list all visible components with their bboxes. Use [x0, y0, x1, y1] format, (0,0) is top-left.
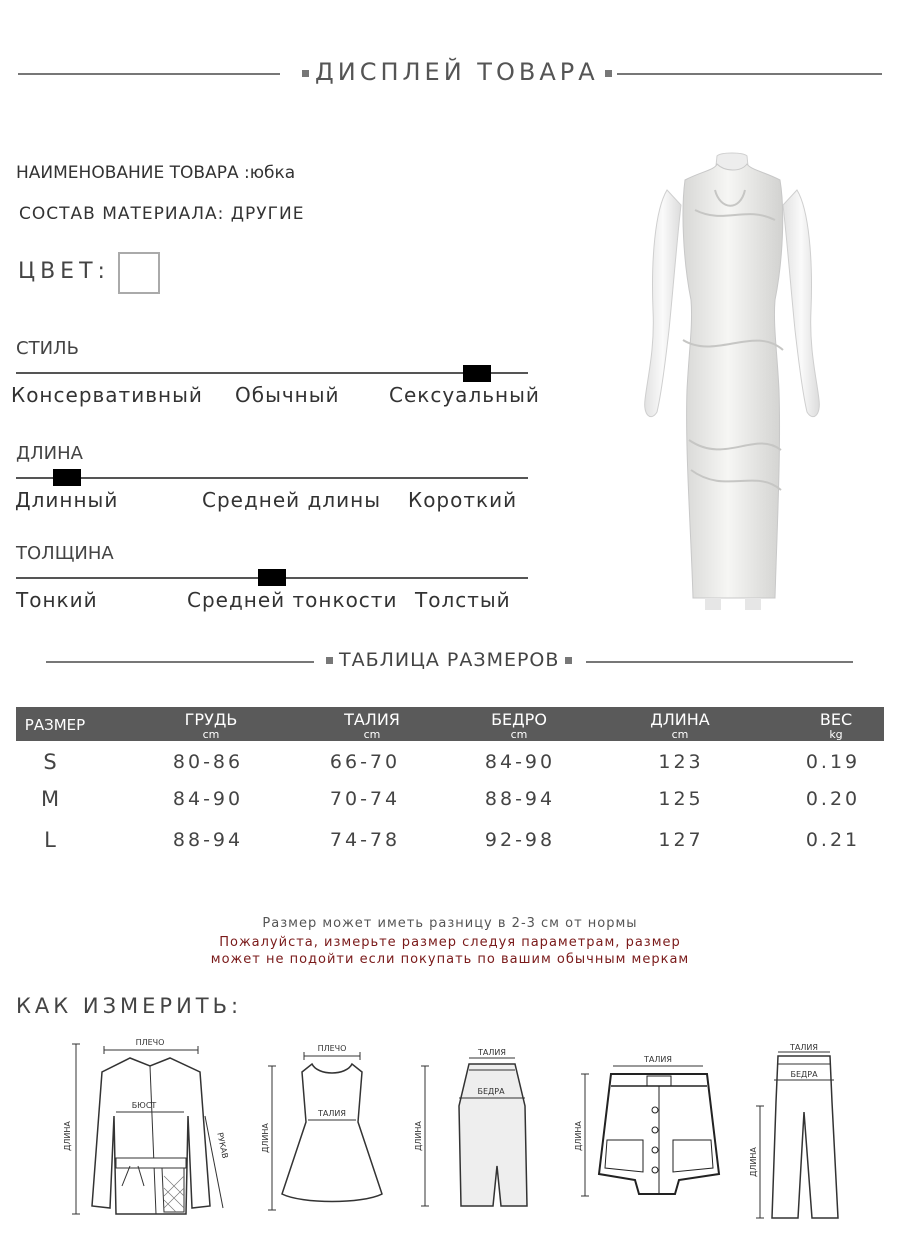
length-label: ДЛИНА: [16, 443, 83, 464]
style-option-normal: Обычный: [235, 383, 340, 407]
size-table-title-wrap: [320, 649, 578, 671]
bust-label: БЮСТ: [131, 1101, 157, 1110]
style-track: [16, 372, 528, 374]
bullet-square-icon: [605, 70, 612, 77]
thickness-label: ТОЛЩИНА: [16, 543, 114, 564]
header-title-wrap: [296, 58, 618, 86]
size-title-line-right: [586, 661, 853, 663]
row-weight: 0.19: [805, 751, 861, 773]
mannequin-dress-image: [625, 150, 840, 610]
waist-label: ТАЛИЯ: [478, 1048, 506, 1057]
header-line-right: [617, 73, 882, 75]
style-option-conservative: Консервативный: [11, 383, 203, 407]
waist-label: ТАЛИЯ: [790, 1043, 818, 1052]
sleeve-label: РУКАВ: [215, 1131, 230, 1160]
length-option-medium: Средней длины: [202, 488, 382, 512]
size-table-header: [16, 707, 884, 741]
length-label: ДЛИНА: [63, 1121, 72, 1151]
row-length: 127: [658, 829, 704, 851]
row-hip: 84-90: [484, 751, 556, 773]
shoulder-label: ПЛЕЧО: [317, 1044, 347, 1053]
row-waist: 70-74: [329, 788, 401, 810]
length-option-short: Короткий: [408, 488, 518, 512]
product-name: НАИМЕНОВАНИЕ ТОВАРА :юбка: [16, 163, 296, 183]
bullet-square-icon: [302, 70, 309, 77]
row-size: M: [40, 787, 60, 811]
size-title-line-left: [46, 661, 314, 663]
waist-label: ТАЛИЯ: [318, 1109, 346, 1118]
row-bust: 80-86: [172, 751, 244, 773]
row-bust: 84-90: [172, 788, 244, 810]
row-bust: 88-94: [172, 829, 244, 851]
col-header-hip: БЕДРО cm: [491, 710, 547, 741]
bullet-square-icon: [565, 657, 572, 664]
color-label: ЦВЕТ:: [18, 259, 110, 284]
hip-label: БЕДРА: [477, 1087, 505, 1096]
waist-label: ТАЛИЯ: [644, 1055, 672, 1064]
jacket-measure-diagram: [60, 1036, 235, 1221]
length-label: ДЛИНА: [574, 1121, 583, 1151]
bullet-square-icon: [326, 657, 333, 664]
col-header-waist: ТАЛИЯ cm: [344, 710, 400, 741]
row-weight: 0.21: [805, 829, 861, 851]
hip-label: БЕДРА: [790, 1070, 818, 1079]
how-to-measure-title: КАК ИЗМЕРИТЬ:: [16, 994, 243, 1018]
skirt-measure-diagram: [415, 1046, 540, 1216]
thickness-option-medium: Средней тонкости: [187, 588, 398, 612]
length-track: [16, 477, 528, 479]
style-label: СТИЛЬ: [16, 338, 79, 359]
row-size: L: [44, 828, 56, 852]
thickness-indicator: [258, 569, 286, 586]
col-header-weight: ВЕС kg: [819, 710, 853, 741]
thickness-option-thick: Толстый: [415, 588, 511, 612]
shoulder-label: ПЛЕЧО: [135, 1038, 165, 1047]
mini-skirt-measure-diagram: [575, 1050, 730, 1200]
length-label: ДЛИНА: [749, 1147, 758, 1177]
color-swatch[interactable]: [118, 252, 160, 294]
product-material: СОСТАВ МАТЕРИАЛА: ДРУГИЕ: [19, 204, 305, 224]
thickness-option-thin: Тонкий: [16, 588, 98, 612]
length-indicator: [53, 469, 81, 486]
product-photo: [625, 150, 840, 610]
row-hip: 88-94: [484, 788, 556, 810]
row-length: 125: [658, 788, 704, 810]
length-option-long: Длинный: [15, 488, 119, 512]
row-weight: 0.20: [805, 788, 861, 810]
col-header-size: РАЗМЕР: [24, 716, 86, 734]
dress-measure-diagram: [262, 1042, 382, 1217]
row-hip: 92-98: [484, 829, 556, 851]
warning-note-line1: Пожалуйста, измерьте размер следуя параметрам, размер: [219, 935, 681, 950]
row-size: S: [43, 750, 57, 774]
header-line-left: [18, 73, 280, 75]
style-indicator: [463, 365, 491, 382]
col-header-bust: ГРУДЬ cm: [184, 710, 238, 741]
pants-measure-diagram: [750, 1042, 845, 1222]
col-header-length: ДЛИНА cm: [650, 710, 710, 741]
size-note: Размер может иметь разницу в 2-3 см от нормы: [262, 916, 638, 931]
style-option-sexy: Сексуальный: [389, 383, 540, 407]
length-label: ДЛИНА: [261, 1123, 270, 1153]
page-title: ДИСПЛЕЙ ТОВАРА: [315, 58, 599, 86]
size-table-title: ТАБЛИЦА РАЗМЕРОВ: [339, 649, 560, 671]
warning-note-line2: может не подойти если покупать по вашим обычным меркам: [210, 952, 690, 967]
row-waist: 74-78: [329, 829, 401, 851]
length-label: ДЛИНА: [414, 1121, 423, 1151]
row-waist: 66-70: [329, 751, 401, 773]
row-length: 123: [658, 751, 704, 773]
